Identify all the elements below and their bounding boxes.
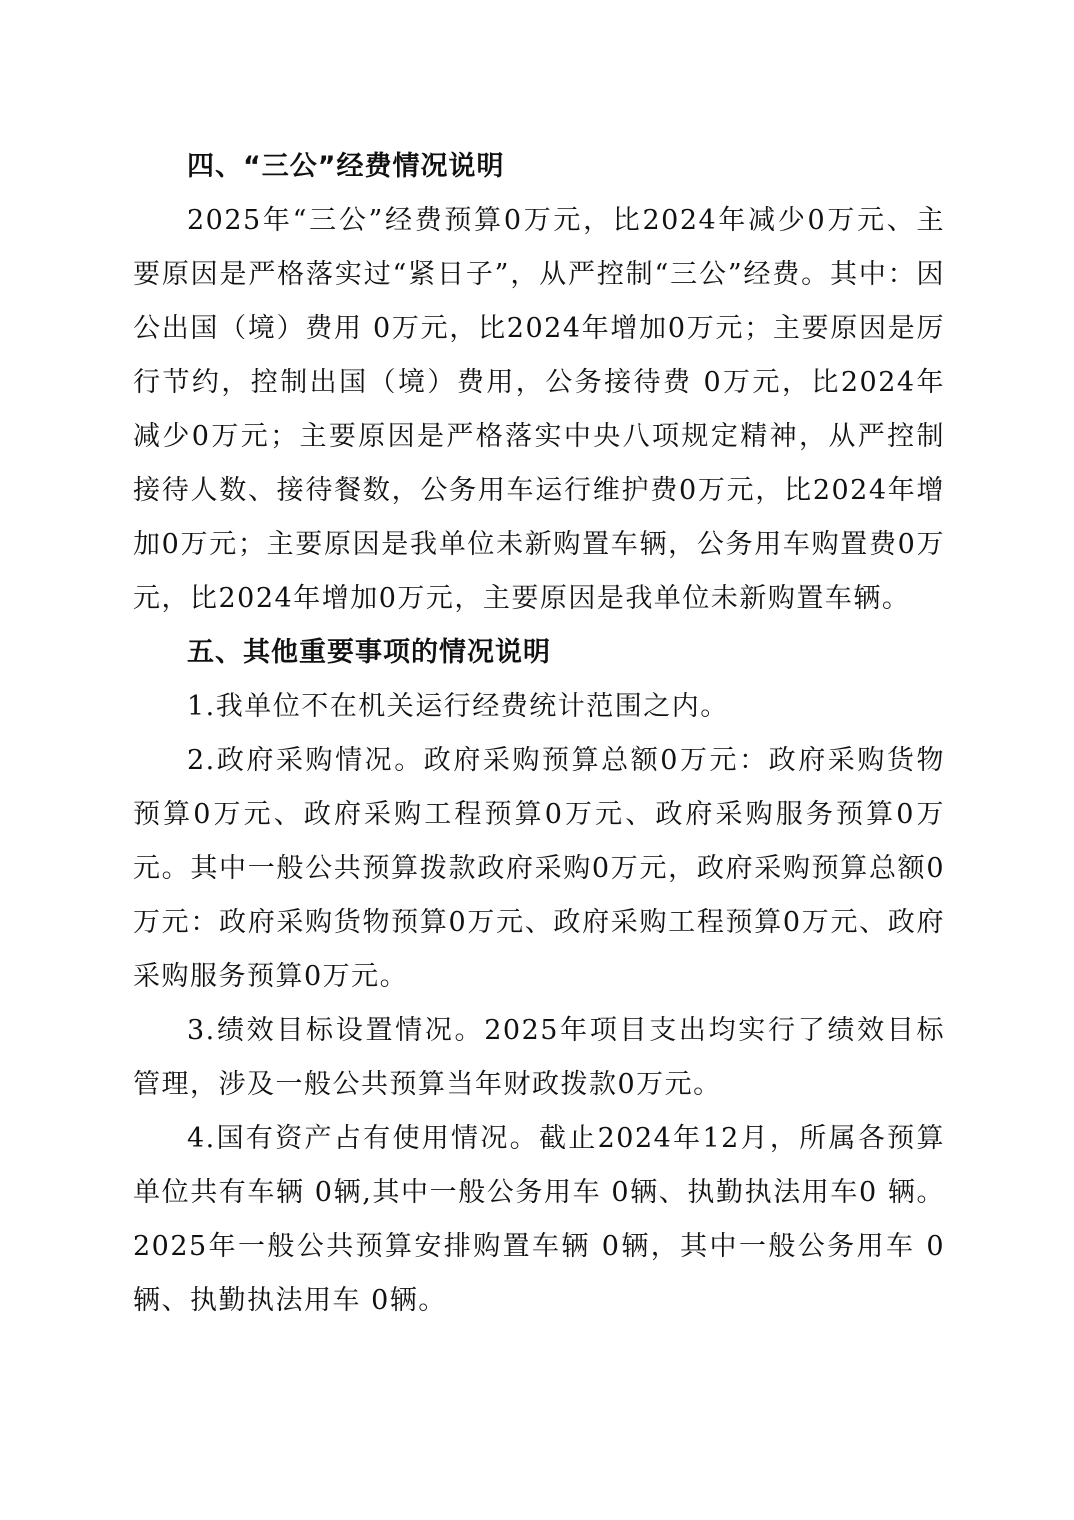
document-body xyxy=(133,140,945,1328)
section-5-item-2: 2.政府采购情况。政府采购预算总额0万元：政府采购货物预算0万元、政府采购工程预算0万元、政府采购服务预算0万元。其中一般公共预算拨款政府采购0万元，政府采购预算总额0万元：政府采购货物预算0万元、政府采购工程预算0万元、政府采购服务预算0万元。 xyxy=(133,745,945,992)
section-4-heading: 四、“三公”经费情况说明 xyxy=(187,151,505,182)
section-4-paragraph: 2025年“三公”经费预算0万元，比2024年减少0万元、主要原因是严格落实过“紧日子”，从严控制“三公”经费。其中：因公出国（境）费用 0万元，比2024年增加0万元；主要原因是厉行节约，控制出国（境）费用，公务接待费 0万元，比2024年减少0万元；主要原因是严格落实中央八项规定精神，从严控制接待人数、接待餐数，公务用车运行维护费0万元，比2024年增加0万元；主要原因是我单位未新购置车辆，公务用车购置费0万元，比2024年增加0万元，主要原因是我单位未新购置车辆。 xyxy=(133,205,945,614)
section-5-item-1: 1.我单位不在机关运行经费统计范围之内。 xyxy=(187,691,729,722)
section-5-item-3: 3.绩效目标设置情况。2025年项目支出均实行了绩效目标管理，涉及一般公共预算当年财政拨款0万元。 xyxy=(133,1015,945,1100)
section-5-item-4: 4.国有资产占有使用情况。截止2024年12月，所属各预算单位共有车辆 0辆,其中一般公务用车 0辆、执勤执法用车0 辆。2025年一般公共预算安排购置车辆 0辆，其中一般公务用车 0辆、执勤执法用车 0辆。 xyxy=(133,1123,945,1316)
section-5-heading: 五、其他重要事项的情况说明 xyxy=(187,637,551,668)
